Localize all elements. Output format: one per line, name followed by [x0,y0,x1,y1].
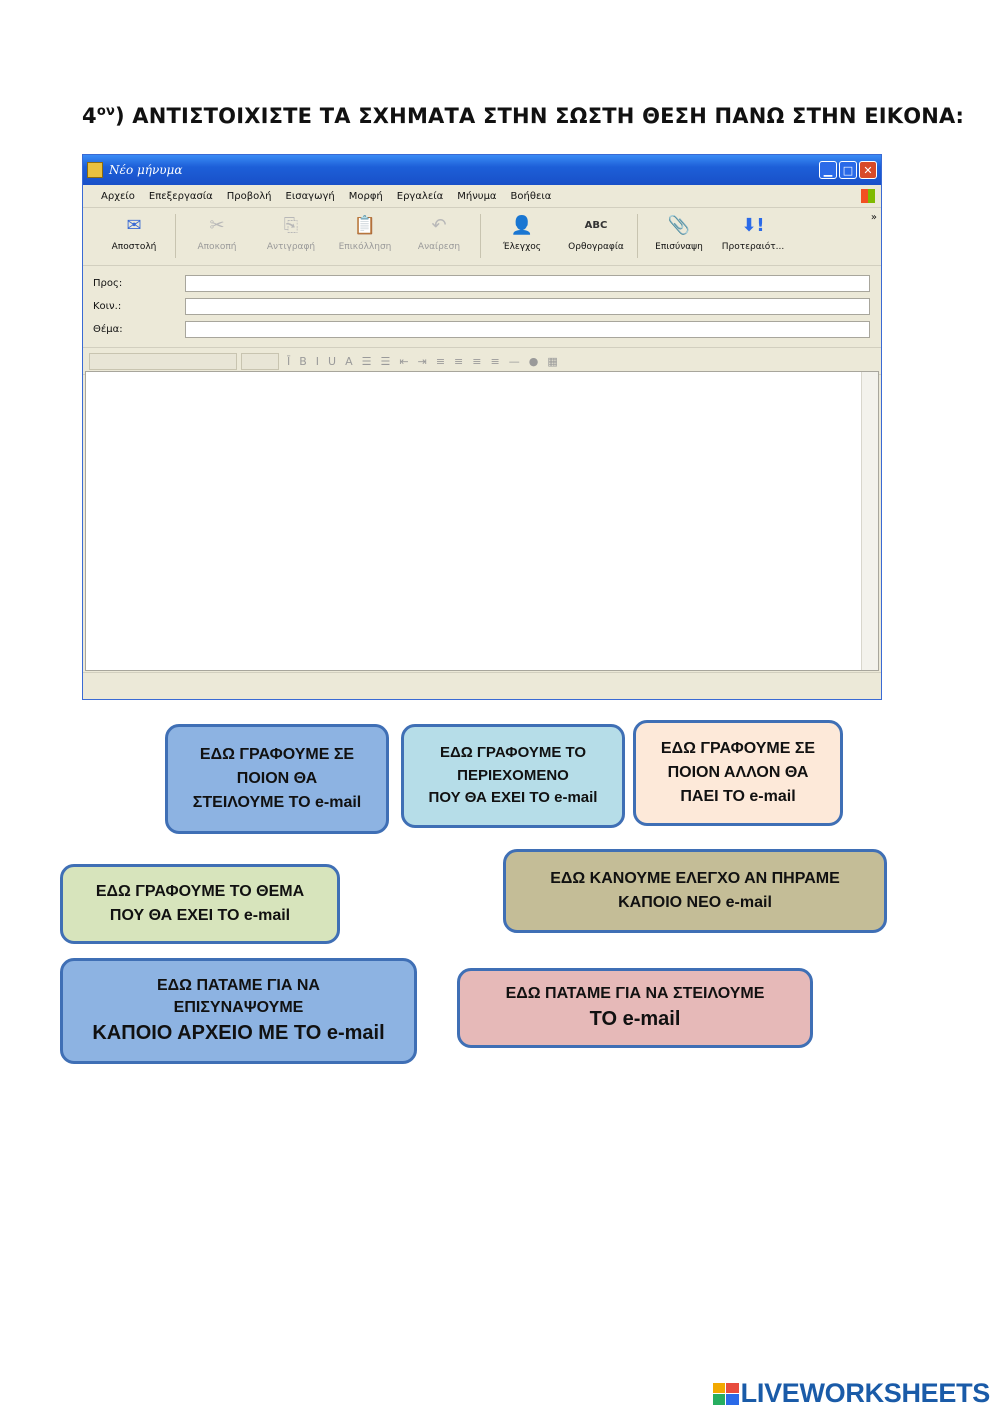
box-line: ΠΟΙΟΝ ΑΛΛΟΝ ΘΑ [667,764,809,781]
cc-input[interactable] [185,298,870,315]
close-button[interactable]: ✕ [859,161,877,179]
brand-text: LIVEWORKSHEETS [740,1378,990,1408]
font-color-icon[interactable]: A [345,354,353,368]
paste-label: Επικόλληση [338,242,392,252]
maximize-button[interactable]: □ [839,161,857,179]
check-names-icon: 👤 [510,215,534,236]
message-body-textarea[interactable] [85,371,879,671]
paste-icon: 📋 [353,215,377,236]
bullet-list-icon[interactable]: ☰ [380,354,391,368]
attach-button[interactable] [642,214,716,252]
subject-row [93,318,871,341]
to-label[interactable]: Προς: [93,278,123,289]
menu-tools[interactable]: Εργαλεία [396,190,444,202]
label-box-check[interactable] [503,849,887,933]
box-line: ΤΟ e-mail [589,1008,681,1031]
insert-hyperlink-icon[interactable]: ● [528,354,539,368]
worksheet-heading [82,104,964,128]
font-select[interactable] [89,353,237,370]
label-box-cc[interactable] [633,720,843,826]
subject-label: Θέμα: [93,324,123,335]
increase-indent-icon[interactable]: ⇥ [417,354,427,368]
align-left-icon[interactable]: ≡ [435,354,446,368]
window-titlebar [83,155,881,185]
status-bar [83,672,881,699]
box-line: ΕΔΩ ΓΡΑΦΟΥΜΕ ΤΟ ΘΕΜΑ [95,883,305,900]
liveworksheets-logo [713,1378,990,1409]
send-icon: ✉ [126,215,142,236]
cut-icon: ✂ [209,215,225,236]
paste-button[interactable] [328,214,402,252]
undo-button[interactable] [402,214,476,252]
subject-input[interactable] [185,321,870,338]
attach-label: Επισύναψη [655,242,703,252]
bold-icon[interactable]: B [299,354,307,368]
box-line: ΠΕΡΙΕΧΟΜΕΝΟ [457,766,569,784]
menu-bar [83,185,881,208]
font-size-select[interactable] [241,353,279,370]
cc-row [93,295,871,318]
check-names-label: Έλεγχος [502,242,542,252]
box-line: ΕΔΩ ΓΡΑΦΟΥΜΕ ΣΕ [199,746,355,763]
menu-message[interactable]: Μήνυμα [457,190,497,202]
menu-file[interactable]: Αρχείο [101,190,135,202]
toolbar-separator [175,214,176,258]
horizontal-line-icon[interactable]: — [508,354,520,368]
label-box-subject[interactable] [60,864,340,944]
toolbar-separator [637,214,638,258]
box-line: ΠΟΥ ΘΑ ΕΧΕΙ ΤΟ e-mail [428,789,598,807]
priority-button[interactable] [716,214,790,252]
attach-icon: 📎 [667,215,691,236]
label-box-content[interactable] [401,724,625,828]
italic-icon[interactable]: I [315,354,320,368]
send-label: Αποστολή [111,242,157,252]
heading-text: ) ΑΝΤΙΣΤΟΙΧΙΣΤΕ ΤΑ ΣΧΗΜΑΤΑ ΣΤΗΝ ΣΩΣΤΗ ΘΕΣΗ ΠΑΝΩ ΣΤΗΝ ΕΙΚΟΝΑ: [115,104,965,128]
box-line: ΠΟΙΟΝ ΘΑ [236,770,318,787]
address-fields [83,266,881,341]
box-line: ΚΑΠΟΙΟ ΝΕΟ e-mail [618,894,772,911]
windows-logo-icon [861,189,875,203]
mail-app-icon [87,162,103,178]
insert-picture-icon[interactable]: ▦ [547,354,558,368]
decrease-indent-icon[interactable]: ⇤ [399,354,409,368]
to-row [93,272,871,295]
box-line: ΕΠΙΣΥΝΑΨΟΥΜΕ [173,999,304,1016]
numbered-list-icon[interactable]: ☰ [361,354,372,368]
spelling-button[interactable] [559,214,633,252]
cut-label: Αποκοπή [197,242,237,252]
copy-button[interactable] [254,214,328,252]
menu-insert[interactable]: Εισαγωγή [285,190,335,202]
toolbar-separator [480,214,481,258]
check-names-button[interactable] [485,214,559,252]
label-box-to[interactable] [165,724,389,834]
label-box-attach[interactable] [60,958,417,1064]
spelling-icon: ABC [584,220,608,231]
box-line: ΕΔΩ ΠΑΤΑΜΕ ΓΙΑ ΝΑ ΣΤΕΙΛΟΥΜΕ [505,984,765,1002]
menu-help[interactable]: Βοήθεια [510,190,552,202]
vertical-scrollbar[interactable] [861,372,878,670]
align-center-icon[interactable]: ≡ [454,354,464,368]
menu-view[interactable]: Προβολή [226,190,272,202]
copy-label: Αντιγραφή [266,242,316,252]
undo-label: Αναίρεση [417,242,461,252]
heading-superscript: ον [96,104,115,119]
box-line: ΕΔΩ ΓΡΑΦΟΥΜΕ ΣΕ [660,740,816,757]
label-box-send[interactable] [457,968,813,1048]
to-input[interactable] [185,275,870,292]
box-line: ΠΑΕΙ ΤΟ e-mail [680,788,796,805]
menu-edit[interactable]: Επεξεργασία [148,190,213,202]
copy-icon: ⎘ [283,215,299,236]
send-button[interactable] [97,214,171,252]
priority-icon: ⬇! [741,215,765,236]
box-line: ΠΟΥ ΘΑ ΕΧΕΙ ΤΟ e-mail [109,907,291,924]
box-line: ΕΔΩ ΓΡΑΦΟΥΜΕ ΤΟ [439,744,587,762]
menu-format[interactable]: Μορφή [348,190,383,202]
window-title: Νέο μήνυμα [109,163,183,177]
box-line: ΕΔΩ ΚΑΝΟΥΜΕ ΕΛΕΓΧΟ ΑΝ ΠΗΡΑΜΕ [550,870,840,887]
liveworksheets-logo-icon [713,1383,739,1405]
heading-number: 4 [82,104,97,128]
box-line: ΕΔΩ ΠΑΤΑΜΕ ΓΙΑ ΝΑ [157,976,320,994]
box-line: ΣΤΕΙΛΟΥΜΕ ΤΟ e-mail [192,794,362,811]
cut-button[interactable] [180,214,254,252]
minimize-button[interactable]: ▁ [819,161,837,179]
paragraph-style-icon[interactable]: Ī [287,354,291,368]
undo-icon: ↶ [431,215,447,236]
toolbar-more-chevron-icon[interactable]: » [870,212,877,223]
underline-icon[interactable]: U [328,354,337,368]
box-line: ΚΑΠΟΙΟ ΑΡΧΕΙΟ ΜΕ ΤΟ e-mail [92,1022,385,1045]
cc-label[interactable]: Κοιν.: [93,301,122,312]
justify-icon[interactable]: ≡ [490,354,500,368]
priority-label: Προτεραιότ... [721,242,785,252]
spelling-label: Ορθογραφία [568,242,624,252]
new-message-window [82,154,882,700]
align-right-icon[interactable]: ≡ [472,354,482,368]
toolbar [83,208,881,266]
